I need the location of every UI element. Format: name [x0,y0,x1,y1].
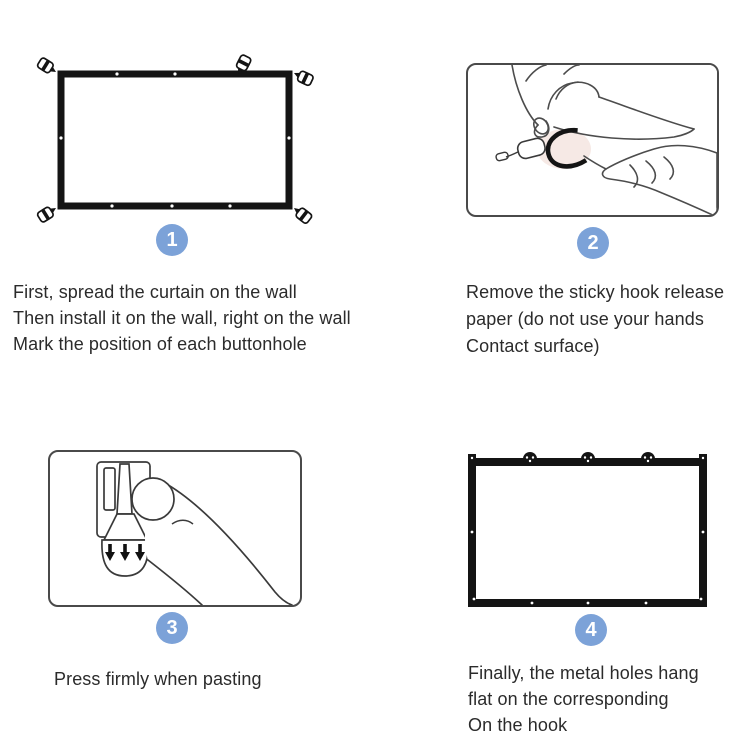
step-3-panel [48,450,302,607]
step-3-caption [54,666,262,692]
fingernail [132,478,174,520]
caption-line: Then install it on the wall, right on the wall [13,308,351,328]
screen-frame-flat-illustration [30,50,320,235]
hook-knob-icon [523,452,537,466]
caption-line: flat on the corresponding [468,689,669,709]
caption-line: Contact surface) [466,336,600,356]
caption-line: First, spread the curtain on the wall [13,282,297,302]
press-hook-illustration [50,452,300,605]
hook-knob-icon [581,452,595,466]
hung-screen-frame [472,462,703,603]
caption-line: Remove the sticky hook release [466,282,725,302]
wall-hook-icon [97,462,150,576]
corner-clip-icon [291,67,314,86]
step-4-badge: 4 [575,614,607,646]
caption-line: Press firmly when pasting [54,669,262,689]
upper-hand-illustration [512,65,717,141]
corner-clip-icon [290,203,313,225]
step-2-badge: 2 [577,227,609,259]
step-2-caption [466,279,724,360]
step-2-panel [466,63,719,217]
pressing-finger-illustration [132,478,294,605]
step-1-badge: 1 [156,224,188,256]
lower-hand-illustration [584,146,717,215]
corner-clip-icon [36,203,59,224]
press-down-arrows-icon [105,544,145,561]
caption-line: Mark the position of each buttonhole [13,334,307,354]
corner-clip-icon [36,56,59,77]
caption-line: paper (do not use your hands [466,309,704,329]
peel-release-paper-illustration [468,65,717,215]
caption-line: On the hook [468,715,568,735]
step-1-caption [13,279,351,357]
hook-knob-icon [641,452,655,466]
step-3-badge: 3 [156,612,188,644]
screen-frame [61,74,289,206]
step-4-caption [468,660,699,738]
caption-line: Finally, the metal holes hang [468,663,699,683]
screen-hung-on-hooks-illustration [462,448,718,618]
